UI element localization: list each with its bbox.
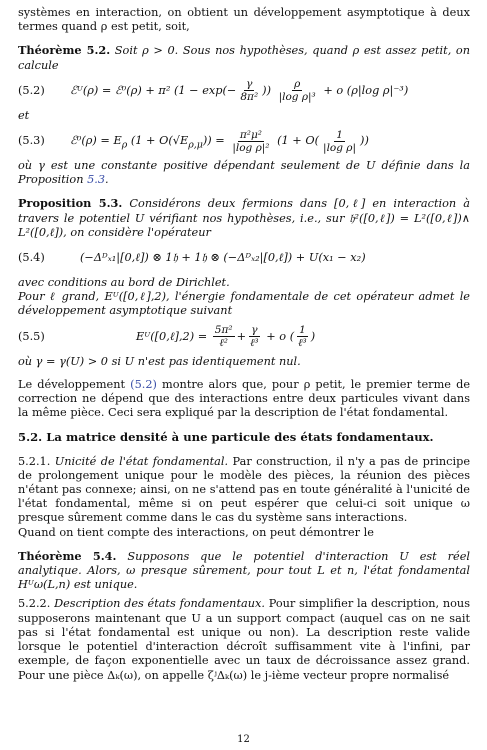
equation-5-2-number: (5.2)	[18, 83, 45, 97]
equation-5-5-fraction-1: $\frac{\text{5π²}}{\text{ℓ²}}$	[214, 324, 233, 350]
proposition-5-3-head: Proposition 5.3.	[18, 196, 123, 211]
equation-5-2-rhs: + o (ρ|log ρ|⁻³)	[323, 83, 409, 97]
theorem-5-4-body: Supposons que le potentiel d'interaction U est réel analytique. Alors, ω presque sûrement, pour tout L et n, l'état fondamental Hᵁω(L,n) est unique.	[18, 549, 470, 592]
theorem-5-2	[18, 43, 470, 72]
section-heading: 5.2. La matrice densité à une particule des états fondamentaux.	[18, 430, 434, 445]
equation-5-2-fraction-1: $\frac{\gamma}{\text{8π²}}$	[240, 78, 259, 104]
theorem-5-4	[18, 549, 470, 593]
equation-5-2-mid: ))	[262, 83, 275, 97]
subsection-5-2-2-body: Pour simplifier la description, nous supposerons maintenant que U a un support compact (auquel cas on ne sait pas si l'état fondamental est unique ou non). La description reste valide lorsque le potentiel d'interaction décroît suffisamment vite à l'infini, par exemple, de façon exponentielle avec un taux de décroissance assez grand. Pour une pièce Δₖ(ω), on appelle ζʲΔₖ(ω) le j-ième vecteur propre normalisé	[18, 597, 470, 682]
equation-5-5-number: (5.5)	[18, 329, 45, 343]
equation-5-3-number: (5.3)	[18, 134, 45, 148]
interaction-sentence: Quand on tient compte des interactions, on peut démontrer le	[18, 525, 374, 539]
subsection-5-2-2: 5.2.2. Description des états fondamentaux. Pour simplifier la description, nous supposerons maintenant que U a un support compact (auquel cas on ne sait pas si l'état fondamental est unique ou non). La description reste valide lorsque le potentiel d'interaction décroît suffisamment vite à l'infini, par exemple, de façon exponentielle avec un taux de décroissance assez grand. Pour une pièce Δₖ(ω), on appelle ζʲΔₖ(ω) le j-ième vecteur propre normalisé	[18, 597, 470, 682]
equation-5-3-fraction-1: $\frac{\text{π²μ²}}{\text{|log ρ|²}}$	[232, 128, 270, 154]
page	[18, 6, 470, 683]
dirichlet-note: avec conditions au bord de Dirichlet.	[18, 276, 230, 290]
equation-5-2-fraction-2: $\frac{\rho}{\text{|log ρ|³}}$	[278, 78, 316, 104]
proposition-5-3-body: Considérons deux fermions dans [0,ℓ] en interaction à travers le potentiel U vérifiant nos hypothèses, i.e., sur 𝔥²([0,ℓ]) = L²([0,ℓ])∧ L²([0,ℓ]), on considère l'opérateur	[18, 197, 470, 239]
intro-paragraph: systèmes en interaction, on obtient un développement asymptotique à deux termes quand ρ est petit, soit,	[18, 6, 470, 34]
equation-5-5: (5.5) Eᵁ([0,ℓ],2) = $\frac{\text{5π²}}{\text{ℓ²}}$ + $\frac{\gamma}{\text{ℓ³}}$ + o ( $\frac{1}{\text{ℓ³}}$ )	[18, 319, 470, 355]
equation-5-4-number: (5.4)	[18, 251, 45, 265]
development-paragraph: Le développement (5.2) montre alors que, pour ρ petit, le premier terme de correction ne dépend que des interactions entre deux particules vivant dans la même pièce. Ceci sera expliqué par la description de l'état fondamental.	[18, 377, 470, 420]
subsection-5-2-1-title: Unicité de l'état fondamental.	[54, 454, 229, 468]
subsection-5-2-1-body: Par construction, il n'y a pas de principe de prolongement unique pour le modèle des pièces, la réunion des pièces n'étant pas connexe; ainsi, on ne s'attend pas en toute généralité à l'unicité de l'état fondamental, même si on peut espérer que celui-ci soit unique ω presque sûrement comme dans le cas du système sans interactions.	[18, 454, 471, 525]
equation-5-4-body: (−Δᴰₓ₁|[0,ℓ]) ⊗ 1𝔥 + 1𝔥 ⊗ (−Δᴰₓ₂|[0,ℓ]) + U(x₁ − x₂)	[80, 251, 366, 265]
equation-5-3-fraction-2: $\frac{1}{\text{|log ρ|}}$	[323, 128, 357, 154]
subsection-5-2-1: 5.2.1. Unicité de l'état fondamental. Par construction, il n'y a pas de principe de prolongement unique pour le modèle des pièces, la réunion des pièces n'étant pas connexe; ainsi, on ne s'attend pas en toute généralité à l'unicité de l'état fondamental, même si on peut espérer que celui-ci soit unique ω presque sûrement comme dans le cas du système sans interactions.	[18, 454, 471, 525]
equation-5-2-link[interactable]: (5.2)	[130, 377, 157, 391]
equation-5-5-fraction-2: $\frac{\gamma}{\text{ℓ³}}$	[250, 324, 259, 350]
equation-5-5-fraction-3: $\frac{1}{\text{ℓ³}}$	[298, 324, 307, 350]
et-word: et	[18, 108, 30, 122]
page-number: 12	[237, 734, 250, 745]
theorem-5-4-head: Théorème 5.4.	[18, 548, 117, 563]
theorem-5-2-body: Soit ρ > 0. Sous nos hypothèses, quand ρ est assez petit, on calcule	[18, 44, 470, 72]
l-large-paragraph: Pour ℓ grand, Eᵁ([0,ℓ],2), l'énergie fondamentale de cet opérateur admet le développement asymptotique suivant	[18, 290, 470, 318]
equation-5-4	[18, 240, 470, 276]
proposition-5-3	[18, 196, 470, 240]
proposition-5-3-link[interactable]: 5.3	[87, 173, 106, 187]
gamma-note: où γ est une constante positive dépendant seulement de U définie dans la Proposition 5.3.	[18, 159, 470, 187]
equation-5-2-lhs: ℰᵁ(ρ) = ℰ⁰(ρ) + π² (1 − exp(−	[70, 83, 237, 97]
equation-5-2	[18, 73, 470, 109]
equation-5-3: (5.3) ℰ⁰(ρ) = $E_\rho$ $(1 + O(√E_{\rho,\mu}))$ = $\frac{\text{π²μ²}}{\text{|log ρ|²}}$ (1 + O( $\frac{1}{\text{|log ρ|}}$ ))	[18, 123, 470, 159]
theorem-5-2-head: Théorème 5.2.	[18, 43, 111, 58]
subsection-5-2-2-title: Description des états fondamentaux.	[54, 597, 265, 611]
gamma-definition: où γ = γ(U) > 0 si U n'est pas identiquement nul.	[18, 354, 301, 368]
